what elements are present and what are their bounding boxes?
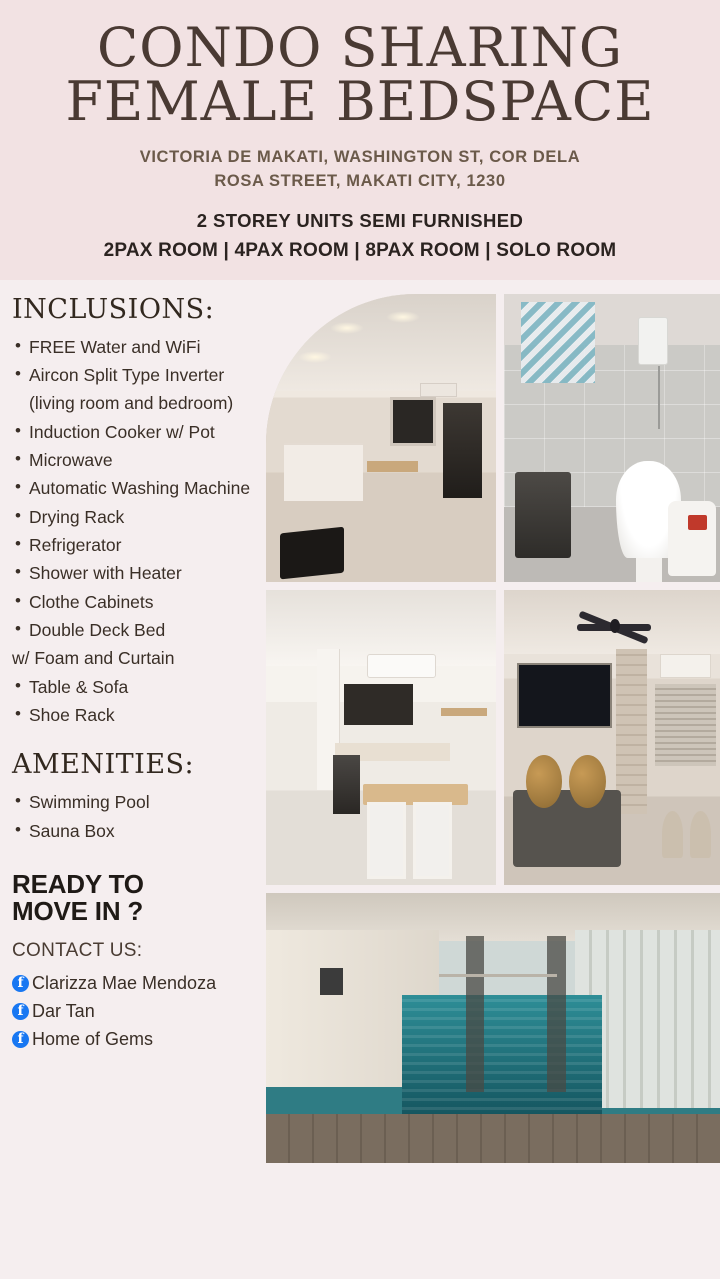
- refrigerator: [443, 403, 482, 498]
- photo-kitchen-dining: [266, 590, 496, 885]
- list-item: • Shoe Rack: [12, 701, 270, 729]
- photo-kitchen-living: [266, 294, 496, 582]
- cta-line-2: MOVE IN ?: [12, 895, 144, 926]
- kitchen-cabinet: [284, 443, 362, 501]
- shower-curtain: [521, 302, 594, 383]
- poster-header: [0, 0, 720, 280]
- contact-list: [12, 970, 270, 1054]
- list-item: • Induction Cooker w/ Pot: [12, 418, 270, 446]
- list-item: • Refrigerator: [12, 531, 270, 559]
- bar-stool: [662, 811, 684, 858]
- aircon-unit: [660, 654, 712, 678]
- photo-grid: [266, 294, 720, 1171]
- photo-living-room-scene: [504, 590, 720, 885]
- induction-cooker: [280, 526, 344, 579]
- window-blinds: [655, 684, 715, 767]
- photo-bathroom-scene: [504, 294, 720, 582]
- facebook-icon: f: [12, 1031, 29, 1048]
- photo-bathroom: [504, 294, 720, 582]
- list-item: • Swimming Pool: [12, 788, 270, 816]
- pool-water: [402, 995, 602, 1119]
- throw-pillow: [569, 755, 606, 808]
- poster-body: [0, 280, 720, 1194]
- facebook-icon: f: [12, 1003, 29, 1020]
- address-line-1: VICTORIA DE MAKATI, WASHINGTON ST, COR DELA: [139, 147, 581, 166]
- contact-name: Clarizza Mae Mendoza: [32, 973, 217, 994]
- cta-line-1: READY TO: [12, 869, 144, 899]
- photo-kitchen-living-scene: [266, 294, 496, 582]
- ceiling-fan: [577, 607, 650, 645]
- address-block: [14, 146, 706, 194]
- photo-living-room-tv: [504, 590, 720, 885]
- contact-item[interactable]: [12, 970, 270, 998]
- rooms-line: 2PAX ROOM | 4PAX ROOM | 8PAX ROOM | SOLO ROOM: [103, 239, 617, 261]
- list-item: • Table & Sofa: [12, 673, 270, 701]
- photo-kitchen-dining-scene: [266, 590, 496, 885]
- photo-row-1: [266, 294, 720, 582]
- toilet: [668, 501, 716, 576]
- units-line: 2 STOREY UNITS SEMI FURNISHED: [196, 209, 524, 231]
- bar-stool: [690, 811, 712, 858]
- structural-beam: [466, 936, 484, 1093]
- contact-item[interactable]: [12, 998, 270, 1026]
- list-item: • Double Deck Bed: [12, 616, 270, 644]
- list-item: • Aircon Split Type Inverter (living room and bedroom): [12, 361, 270, 418]
- contact-label: CONTACT US:: [12, 940, 143, 962]
- facebook-icon: f: [12, 975, 29, 992]
- list-item: • Drying Rack: [12, 503, 270, 531]
- list-item-continuation: w/ Foam and Curtain: [12, 648, 175, 669]
- toilet-accessory: [688, 515, 707, 529]
- sofa: [513, 790, 621, 867]
- dining-chair: [413, 802, 452, 879]
- table: [367, 461, 418, 473]
- washing-machine: [515, 472, 571, 558]
- photo-swimming-pool-scene: [266, 893, 720, 1163]
- list-item: • Sauna Box: [12, 817, 270, 845]
- television: [517, 663, 612, 728]
- wall-sign: [320, 968, 343, 995]
- contact-item[interactable]: [12, 1026, 270, 1054]
- ceiling-region: [266, 294, 496, 392]
- list-item: • Microwave: [12, 446, 270, 474]
- list-item: • FREE Water and WiFi: [12, 333, 270, 361]
- structural-beam: [547, 936, 565, 1093]
- shower-hose: [658, 366, 660, 429]
- list-item: • Automatic Washing Machine: [12, 474, 270, 502]
- ceiling-light: [386, 311, 420, 323]
- photo-row-2: [266, 590, 720, 885]
- brick-column: [616, 649, 646, 814]
- inclusions-list: [12, 333, 270, 730]
- amenities-list: [12, 788, 270, 845]
- aircon-unit: [367, 654, 436, 678]
- contact-name: Home of Gems: [32, 1028, 154, 1049]
- amenities-heading: AMENITIES:: [12, 749, 195, 781]
- shower-heater: [638, 317, 668, 366]
- page-title-line-1: CONDO SHARING: [96, 16, 624, 79]
- photo-swimming-pool: [266, 893, 720, 1163]
- details-column: [12, 294, 270, 1054]
- window: [390, 397, 436, 446]
- inclusions-heading: INCLUSIONS:: [12, 293, 215, 325]
- dining-chair: [367, 802, 406, 879]
- aircon-unit: [420, 383, 457, 397]
- list-item: • Shower with Heater: [12, 559, 270, 587]
- contact-name: Dar Tan: [32, 1000, 95, 1021]
- upper-cabinet: [344, 684, 413, 725]
- pool-deck: [266, 1114, 720, 1163]
- throw-pillow: [526, 755, 563, 808]
- list-item: • Clothe Cabinets: [12, 588, 270, 616]
- pool-rail: [439, 974, 557, 977]
- call-to-action: [12, 871, 270, 924]
- photo-row-3: [266, 893, 720, 1163]
- page-title-line-2: FEMALE BEDSPACE: [65, 69, 655, 133]
- address-line-2: ROSA STREET, MAKATI CITY, 1230: [214, 171, 506, 190]
- refrigerator: [333, 755, 361, 814]
- wall-shelf: [441, 708, 487, 717]
